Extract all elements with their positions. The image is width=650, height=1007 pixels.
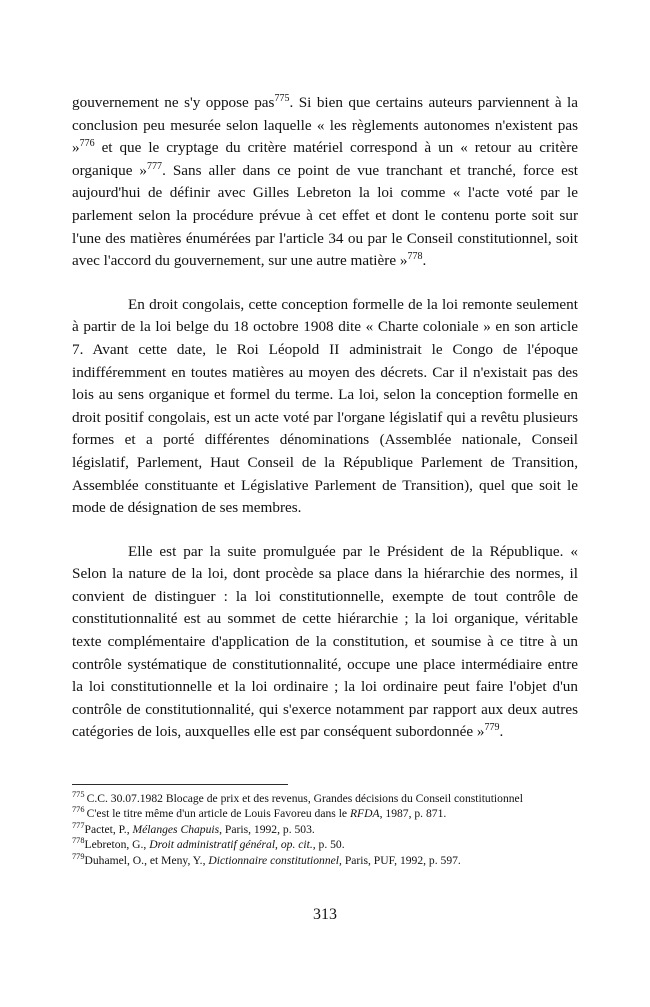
footnote-reference: 777 bbox=[147, 160, 163, 172]
footnote-entry: $^{776}$ C'est le titre même d'un article de Louis Favoreu dans le RFDA, 1987, p. 871. bbox=[72, 805, 447, 821]
footnote-number: 778 bbox=[72, 836, 85, 846]
italic-title: RFDA bbox=[349, 807, 380, 821]
page-number: 313 bbox=[313, 906, 337, 923]
footnote-reference: 779 bbox=[484, 722, 500, 734]
footnote-reference: 778 bbox=[407, 251, 423, 263]
footnote-separator-rule bbox=[72, 784, 288, 785]
footnote-reference: 776 bbox=[79, 138, 95, 150]
footnote-entry: $^{777}$Pactet, P., Mélanges Chapuis, Paris, 1992, p. 503. bbox=[72, 820, 315, 836]
footnote-entry: $^{778}$Lebreton, G., Droit administratif général, op. cit., p. 50. bbox=[72, 836, 345, 852]
body-paragraph: gouvernement ne s'y oppose pas$^{775}$. Si bien que certains auteurs parviennent à la conclusion peu mesurée selon laquelle « les règlements autonomes n'existent pas »$^{776}$ et que le cryptage du critère matériel correspond à un « retour au critère organique »$^{777}$. Sans aller dans ce point de vue tranchant et tranché, force est aujourd'hui de définir avec Gilles Lebreton la loi comme « l'acte voté par le parlement selon la procédure prévue à cet effet et dont le contenu porte soit sur l'une des matières énumérées par l'article 34 ou par le Conseil constitutionnel, soit avec l'accord du gouvernement, sur une autre matière »$^{778}$. bbox=[72, 92, 578, 270]
italic-title: Dictionnaire constitutionnel, bbox=[208, 853, 342, 867]
footnote-area bbox=[72, 784, 578, 868]
footnote-number: 776 bbox=[72, 805, 85, 815]
footnote-reference: 775 bbox=[274, 92, 290, 104]
footnote-number: 775 bbox=[72, 790, 85, 800]
body-paragraph: Elle est par la suite promulguée par le Président de la République. « Selon la nature de la loi, dont procède sa place dans la hiérarchie des normes, il convient de distinguer : la loi constitutionnelle, exempte de tout contrôle de constitutionnalité est au sommet de cette hiérarchie ; la loi organique, véritable texte complémentaire d'application de la constitution, et soumise à ce titre à un contrôle systématique de constitutionnalité, occupe une place intermédiaire entre la loi constitutionnelle et la loi ordinaire ; la loi ordinaire peut faire l'objet d'un contrôle de constitutionnalité, qui s'exerce notamment par rapport aux deux autres catégories de lois, auxquelles elle est par conséquent subordonnée »$^{779}$. bbox=[72, 542, 578, 741]
footnote-entry: $^{775}$ C.C. 30.07.1982 Blocage de prix et des revenus, Grandes décisions du Conseil constitutionnel bbox=[72, 790, 523, 805]
footnote-number: 777 bbox=[72, 820, 85, 830]
body-paragraph: En droit congolais, cette conception formelle de la loi remonte seulement à partir de la loi belge du 18 octobre 1908 dite « Charte coloniale » en son article 7. Avant cette date, le Roi Léopold II administrait le Congo de l'époque indifféremment en toutes matières au moyen des décrets. Car il n'existait pas des lois au sens organique et formel du terme. La loi, selon la conception formelle en droit positif congolais, est un acte voté par l'organe législatif qui a revêtu plusieurs formes et a porté différentes dénominations (Assemblée nationale, Conseil législatif, Parlement, Haut Conseil de la République Parlement de Transition, Assemblée constituante et Législative Parlement de Transition), quel que soit le mode de désignation de ses membres. bbox=[72, 295, 578, 517]
italic-title: Droit administratif général, op. cit., bbox=[149, 838, 316, 852]
body-text-column bbox=[72, 92, 578, 744]
footnote-entry: $^{779}$Duhamel, O., et Meny, Y., Dictionnaire constitutionnel, Paris, PUF, 1992, p. 597. bbox=[72, 851, 461, 867]
footnote-number: 779 bbox=[72, 851, 85, 861]
italic-title: Mélanges Chapuis bbox=[132, 822, 220, 836]
